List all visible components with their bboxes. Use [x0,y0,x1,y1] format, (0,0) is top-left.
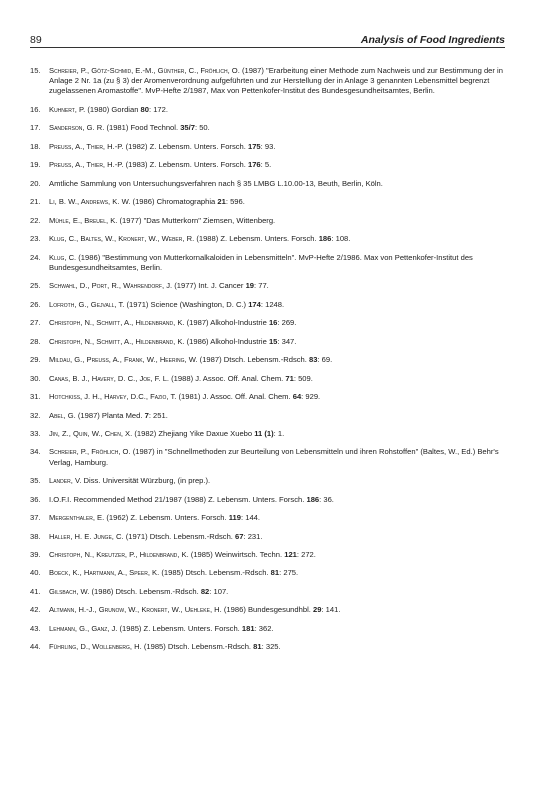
reference-segment: : 509. [293,373,313,383]
reference-item [30,392,508,402]
reference-authors: Li, B. W., Andrews, K. W. [49,197,131,207]
reference-segment: : 269. [277,318,297,328]
reference-number: 36. [30,494,41,504]
reference-volume: 19 [245,281,255,291]
reference-number: 39. [30,550,41,559]
reference-authors: Schreier, P., Fröhlich, O. [49,447,131,457]
reference-authors: Christoph, N., Kreutzer, P., Hildenbrand, K. [49,550,189,559]
reference-text [49,355,508,365]
reference-segment: : 50. [194,123,210,133]
reference-item [30,642,508,652]
reference-segment: : 929. [301,392,321,402]
reference-text [49,300,508,310]
reference-text [49,495,508,505]
reference-volume: 15 [268,336,278,346]
reference-item [30,66,508,96]
reference-text [49,123,508,133]
reference-authors: Lofroth, G., Gejvall, T. [49,299,125,309]
reference-item [30,513,508,523]
reference-segment: (1977) "Das Mutterkorn" Ziemsen, Wittenberg. [117,215,276,225]
reference-segment: (1971) Dtsch. Lebensm.-Rdsch. [123,531,236,541]
reference-authors: Canas, B. J., Havery, D. C., Joe, F. L. [49,373,170,383]
reference-segment: (1985) Z. Lebensm. Unters. Forsch. [117,623,242,633]
reference-segment: : 5. [260,160,272,170]
reference-number: 41. [30,586,41,596]
reference-authors: Führling, D., Wollenberg, H. [49,642,142,652]
reference-item [30,532,508,542]
reference-volume: 83 [309,355,318,365]
reference-authors: Abel, G. [49,410,76,420]
reference-volume: 64 [292,392,302,402]
reference-authors: Christoph, N., Schmitt, A., Hildenbrand, K. [49,318,185,328]
reference-text [49,392,508,402]
reference-number: 16. [30,104,41,114]
reference-number: 34. [30,447,41,457]
reference-volume: 71 [285,373,294,383]
reference-segment: : 141. [321,605,341,615]
reference-segment: (1982) Z. Lebensm. Unters. Forsch. [123,141,248,151]
reference-authors: Kuhnert, P. [49,104,86,114]
reference-segment: : 36. [319,494,334,504]
reference-segment: (1988) J. Assoc. Off. Anal. Chem. [169,373,286,383]
reference-authors: Gilsbach, W. [49,586,90,596]
reference-volume: 181 [241,623,255,633]
reference-text [49,318,508,328]
reference-segment: : 144. [241,513,260,523]
reference-segment: : 108. [331,234,351,244]
reference-volume: 175 [247,141,261,151]
reference-number: 28. [30,336,41,346]
reference-item [30,300,508,310]
reference-number: 32. [30,410,41,420]
reference-number: 38. [30,531,41,541]
reference-segment: (1977) Int. J. Cancer [172,281,246,291]
reference-number: 18. [30,141,41,151]
reference-segment: (1983) Z. Lebensm. Unters. Forsch. [123,160,248,170]
reference-text [49,160,508,170]
reference-item [30,197,508,207]
reference-segment: : 325. [261,642,281,652]
reference-segment: : 596. [225,197,245,207]
reference-item [30,550,508,560]
reference-number: 44. [30,642,41,652]
reference-authors: Altmann, H.-J., Grunow, W., Kronert, W., Uehleke, H. [49,605,222,615]
reference-item [30,429,508,439]
reference-segment: (1987) Dtsch. Lebensm.-Rdsch. [197,355,309,365]
reference-text [49,374,508,384]
reference-number: 27. [30,318,41,328]
reference-number: 19. [30,160,41,170]
reference-segment: Diss. Universität Würzburg, (in prep.). [81,476,211,486]
reference-segment: (1981) Food Technol. [104,123,181,133]
reference-text [49,532,508,542]
reference-segment: : 231. [243,531,263,541]
reference-text [49,337,508,347]
reference-text [49,624,508,634]
reference-text [49,281,508,291]
reference-authors: Schwahl, D., Port, R., Wahrendorf, J. [49,281,173,291]
reference-authors: Lander, V. [49,476,82,486]
reference-item [30,123,508,133]
reference-authors: Boeck, K., Hartmann, A., Speer, K. [49,568,160,578]
reference-volume: 186 [306,494,320,504]
reference-volume: 35/7 [180,123,195,133]
reference-text [49,216,508,226]
reference-text [49,105,508,115]
reference-number: 15. [30,66,41,75]
reference-volume: 186 [318,234,332,244]
reference-volume: 80 [140,104,149,114]
reference-segment: (1971) Science (Washington, D. C.) [124,299,249,309]
reference-item [30,337,508,347]
reference-item [30,253,508,273]
reference-segment: : 1248. [260,299,285,309]
reference-authors: Jin, Z., Quin, W., Chen, X. [49,429,133,438]
reference-volume: 67 [235,531,244,541]
reference-authors: Mergenthaler, E. [49,513,105,523]
reference-segment: (1987) in "Schnellmethoden zur Beurteilung von Lebensmitteln und ihren Rohstoffen" (Baltes, W., Ed.) Behr's Verlag, Hamburg. [49,447,499,467]
reference-segment: (1962) Z. Lebensm. Unters. Forsch. [104,513,229,523]
reference-item [30,142,508,152]
reference-number: 26. [30,299,41,309]
header-rule [30,47,505,48]
reference-number: 21. [30,197,41,207]
reference-segment: I.O.F.I. Recommended Method 21/1987 (1988) Z. Lebensm. Unters. Forsch. [49,494,307,504]
reference-item [30,318,508,328]
reference-segment: (1987) Alkohol-Industrie [184,318,269,328]
reference-segment: (1985) Weinwirtsch. Techn. [188,550,285,559]
reference-number: 17. [30,123,41,133]
reference-number: 23. [30,234,41,244]
reference-text [49,411,508,421]
reference-volume: 82 [200,586,210,596]
reference-item [30,234,508,244]
reference-number: 30. [30,373,41,383]
reference-authors: Hotchkiss, J. H., Harvey, D.C., Fazio, T. [49,392,177,402]
reference-item [30,605,508,615]
reference-segment: (1985) Dtsch. Lebensm.-Rdsch. [159,568,271,578]
reference-authors: Mühle, E., Breuel, K. [49,215,118,225]
reference-segment: (1986) Bundesgesundhbl. [221,605,313,615]
reference-text [49,179,508,189]
reference-item [30,568,508,578]
reference-item [30,411,508,421]
reference-list [30,66,508,661]
reference-segment: : 172. [148,104,168,114]
reference-segment: : 107. [209,586,229,596]
reference-segment: (1981) J. Assoc. Off. Anal. Chem. [176,392,293,402]
reference-item [30,216,508,226]
reference-text [49,253,508,273]
reference-volume: 7 [144,410,149,420]
reference-number: 33. [30,429,41,438]
reference-number: 37. [30,513,41,523]
reference-number: 40. [30,568,41,578]
reference-text [49,234,508,244]
reference-number: 25. [30,281,41,291]
reference-segment: (1985) Dtsch. Lebensm.-Rdsch. [141,642,254,652]
reference-item [30,587,508,597]
reference-segment: : 77. [254,281,269,291]
reference-text [49,642,508,652]
reference-number: 35. [30,476,41,486]
reference-text [49,605,508,615]
reference-authors: Klug, C., Baltes, W., Kronert, W., Weber, R. [49,234,195,244]
reference-item [30,105,508,115]
reference-segment: Amtliche Sammlung von Untersuchungsverfahren nach § 35 LMBG L.10.00-13, Beuth, Berlin, Köln. [49,178,383,188]
reference-volume: 176 [247,160,261,170]
reference-text [49,476,508,486]
reference-number: 42. [30,605,41,615]
reference-authors: Schreier, P., Götz-Schmid, E.-M., Günther, C., Fröhlich, O. [49,66,240,75]
reference-number: 29. [30,355,41,365]
reference-text [49,587,508,597]
reference-volume: 29 [312,605,322,615]
reference-segment: : 275. [279,568,299,578]
reference-segment: (1986) "Bestimmung von Mutterkornalkaloiden in Lebensmitteln". MvP-Hefte 2/1986. Max von Pettenkofer-Institut des Bundesgesundheitsamtes, Berlin. [49,252,473,272]
reference-item [30,374,508,384]
reference-segment: : 347. [277,336,297,346]
reference-segment: (1988) Z. Lebensm. Unters. Forsch. [194,234,319,244]
reference-text [49,142,508,152]
reference-text [49,513,508,523]
reference-authors: Mildau, G., Preuss, A., Frank, W., Heering, W. [49,355,198,365]
reference-volume: 81 [270,568,280,578]
reference-authors: Preuss, A., Thier, H.-P. [49,160,124,170]
reference-item [30,160,508,170]
reference-volume: 121 [284,550,297,559]
reference-text [49,429,508,439]
reference-segment: (1982) Zhejiang Yike Daxue Xuebo [132,429,255,438]
reference-item [30,355,508,365]
reference-number: 22. [30,215,41,225]
reference-segment: (1987) "Erarbeitung einer Methode zum Nachweis und zur Bestimmung der in Anlage 2 Nr. 1a (zu § 3) der Aromenverordnung aufgeführten und zur Herstellung der in Anlage 3 genannten Lebensmittel begrenzt zugelassenen Aromastoffe". MvP-Hefte 2/1987, Max von Pettenkofer-Institut des Bundesgesundheitsamtes, Berlin. [49,66,503,96]
reference-item [30,476,508,486]
reference-segment: (1986) Dtsch. Lebensm.-Rdsch. [89,586,201,596]
reference-segment: : 362. [254,623,274,633]
reference-text [49,447,508,467]
reference-volume: 16 [268,318,278,328]
reference-item [30,447,508,467]
page-header [30,30,505,46]
reference-number: 31. [30,392,41,402]
reference-item [30,495,508,505]
reference-text [49,568,508,578]
reference-number: 24. [30,252,41,262]
reference-volume: 119 [228,513,241,523]
reference-segment: : 1. [273,429,285,438]
reference-authors: Klug, C. [49,252,77,262]
reference-segment: (1986) Chromatographia [130,197,218,207]
reference-segment: : 272. [296,550,316,559]
running-title: Analysis of Food Ingredients [360,34,505,46]
page-number: 89 [30,34,42,46]
reference-number: 43. [30,623,41,633]
reference-authors: Christoph, N., Schmitt, A., Hildenbrand, K. [49,336,185,346]
reference-authors: Lehmann, G., Ganz, J. [49,623,118,633]
reference-segment: : 69. [317,355,333,365]
reference-number: 20. [30,178,41,188]
reference-authors: Haller, H. E. Junge, C. [49,531,124,541]
reference-item [30,281,508,291]
reference-authors: Sanderson, G. R. [49,123,105,133]
reference-segment: : 93. [260,141,276,151]
reference-item [30,624,508,634]
reference-volume: 21 [217,197,226,207]
reference-segment: (1986) Alkohol-Industrie [184,336,269,346]
reference-segment: (1987) Planta Med. [75,410,145,420]
reference-item [30,179,508,189]
reference-text [49,197,508,207]
reference-volume: 11 (1) [254,429,274,438]
reference-segment: (1980) Gordian [85,104,141,114]
reference-volume: 174 [248,299,261,309]
reference-text [49,66,508,96]
reference-text [49,550,508,560]
reference-segment: : 251. [148,410,168,420]
reference-authors: Preuss, A., Thier, H.-P. [49,141,124,151]
reference-volume: 81 [253,642,262,652]
